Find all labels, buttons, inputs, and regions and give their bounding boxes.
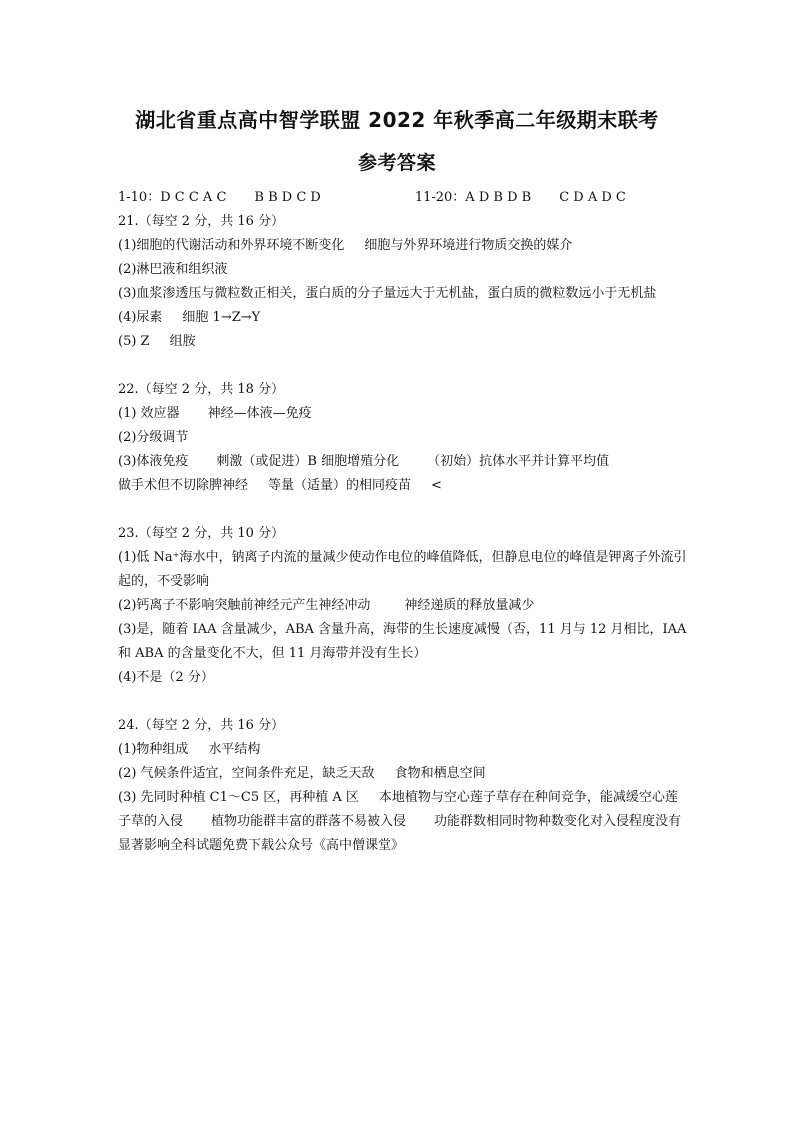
q23-answer-4: (4)不是（2 分） — [118, 670, 214, 685]
q24-answer-1b: 水平结构 — [208, 742, 261, 757]
choice-answers — [118, 186, 688, 210]
q24-answer-3d: 功能群数相同时物种数变化对入侵程度没有显著影响全科试题免费下载公众号《高中僧课堂》 — [118, 814, 682, 853]
page-subtitle: 参考答案 — [357, 152, 436, 174]
q22-answer-3c: （初始）抗体水平并计算平均值 — [427, 454, 610, 469]
q22-answer-1b: 神经—体液—免疫 — [207, 406, 312, 421]
q22-answer-1 — [118, 402, 688, 426]
q21-answer-4a: (4)尿素 — [118, 310, 163, 325]
q21-answer-4 — [118, 306, 688, 330]
q24-answer-2 — [118, 762, 688, 786]
q21-answer-4b: 细胞 1→Z→Y — [182, 310, 261, 325]
q22-answer-4 — [118, 474, 688, 498]
q22-answer-3 — [118, 450, 688, 474]
q21-answer-5a: (5) Z — [118, 334, 150, 349]
q21-answer-1b: 细胞与外界环境进行物质交换的媒介 — [364, 238, 573, 253]
q24-answer-3 — [118, 786, 688, 858]
q23-heading: 23.（每空 2 分，共 10 分） — [118, 526, 285, 541]
q24-answer-3c: 植物功能群丰富的群落不易被入侵 — [211, 814, 407, 829]
q24-answer-3b: 本地植物与空心莲子草存在种间竞争，能减缓空心莲子草的入侵 — [118, 790, 678, 829]
q24-answer-1 — [118, 738, 688, 762]
q22-answer-3a: (3)体液免疫 — [118, 454, 189, 469]
choice-range-1b: B B D C D — [254, 190, 321, 205]
page-title: 湖北省重点高中智学联盟 2022 年秋季高二年级期末联考 — [135, 108, 659, 132]
q21-answer-1 — [118, 234, 688, 258]
q21-answer-1a: (1)细胞的代谢活动和外界环境不断变化 — [118, 238, 345, 253]
q23-answer-2b: 神经递质的释放量减少 — [404, 598, 535, 613]
choice-range-2b: C D A D C — [559, 190, 626, 205]
q24-answer-1a: (1)物种组成 — [118, 742, 189, 757]
q23-answer-3: (3)是，随着 IAA 含量减少，ABA 含量升高，海带的生长速度减慢（否，11 月与 12 月相比，IAA 和 ABA 的含量变化不大，但 11 月海带并没有生长） — [118, 622, 687, 661]
q21-answer-2: (2)淋巴液和组织液 — [118, 262, 228, 277]
q24-answer-3a: (3) 先同时种植 C1～C5 区，再种植 A 区 — [118, 790, 359, 805]
spacer — [118, 498, 688, 522]
q22-answer-4a: 做手术但不切除脾神经 — [118, 478, 249, 493]
q21-answer-3: (3)血浆渗透压与微粒数正相关，蛋白质的分子量远大于无机盐，蛋白质的微粒数远小于无机盐 — [118, 286, 657, 301]
spacer — [118, 354, 688, 378]
q21-heading: 21.（每空 2 分，共 16 分） — [118, 214, 285, 229]
q22-heading: 22.（每空 2 分，共 18 分） — [118, 382, 285, 397]
spacer — [118, 690, 688, 714]
q24-heading: 24.（每空 2 分，共 16 分） — [118, 718, 285, 733]
q22-answer-2: (2)分级调节 — [118, 430, 189, 445]
q23-answer-1: (1)低 Na⁺海水中，钠离子内流的量减少使动作电位的峰值降低，但静息电位的峰值是钾离子外流引起的，不受影响 — [118, 550, 687, 589]
q24-answer-2b: 食物和栖息空间 — [394, 766, 486, 781]
q23-answer-2a: (2)钙离子不影响突触前神经元产生神经冲动 — [118, 598, 371, 613]
q21-answer-5b: 组胺 — [169, 334, 196, 349]
q24-answer-2a: (2) 气候条件适宜，空间条件充足，缺乏天敌 — [118, 766, 375, 781]
q23-answer-2 — [118, 594, 688, 618]
q21-answer-5 — [118, 330, 688, 354]
choice-range-2: 11-20：A D B D B — [414, 190, 532, 205]
q22-answer-3b: 刺激（或促进）B 细胞增殖分化 — [216, 454, 400, 469]
q22-answer-4b: 等量（适量）的相同疫苗 — [268, 478, 412, 493]
choice-range-1: 1-10：D C C A C — [118, 190, 227, 205]
answer-body — [118, 186, 688, 858]
q22-answer-1a: (1) 效应器 — [118, 406, 180, 421]
q22-answer-4c: < — [431, 478, 442, 493]
